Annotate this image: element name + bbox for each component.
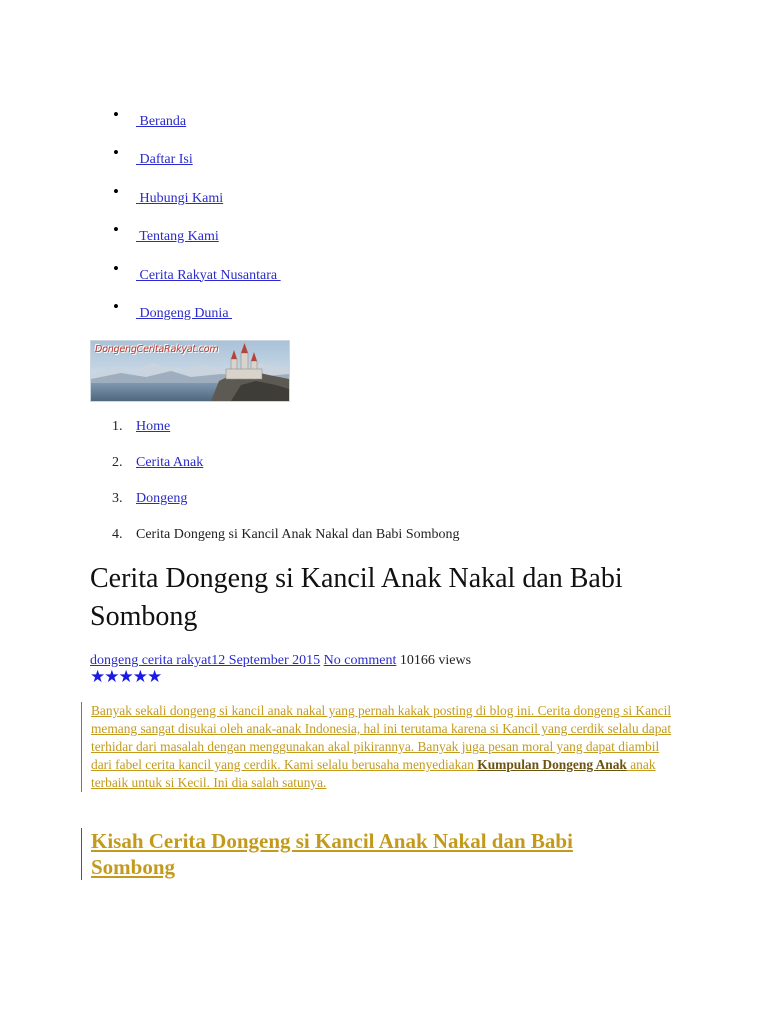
bullet-icon: • [113,220,119,240]
intro-text-1: Banyak sekali dongeng si kancil anak nakal yang pernah kakak posting di blog ini. Cerita dongeng si Kancil memang sangat disukai oleh anak-anak Indonesia, hal ini terutama karena si Kancil yang cerdik selalu dapat terhidar dari masalah dengan menggunakan akal pikirannya. Banyak juga pesan moral yang dapat diambil dari fabel cerita kancil yang cerdik. Kami selalu berusaha menyediakan [91,703,672,772]
bullet-icon: • [113,181,119,201]
breadcrumb-number: 2. [112,455,123,470]
breadcrumb-number: 1. [112,419,123,434]
section-heading: Kisah Cerita Dongeng si Kancil Anak Nakal dan Babi Sombong [81,828,651,880]
comment-link[interactable]: No comment [323,653,397,668]
intro-paragraph [81,702,677,792]
nav-link-beranda[interactable]: Beranda [136,114,187,129]
author-date-link[interactable]: dongeng cerita rakyat12 September 2015 [90,653,321,668]
breadcrumb-current: Cerita Dongeng si Kancil Anak Nakal dan Babi Sombong [136,527,460,542]
nav-link-daftar-isi[interactable]: Daftar Isi [136,152,193,168]
breadcrumb-link-dongeng[interactable]: Dongeng [136,491,188,506]
logo-text: DongengCeritaRakyat.com [95,344,219,355]
breadcrumb-link-cerita-anak[interactable]: Cerita Anak [136,455,204,470]
intro-bold-link[interactable]: Kumpulan Dongeng Anak [477,757,627,772]
page-title: Cerita Dongeng si Kancil Anak Nakal dan Babi Sombong [90,563,623,632]
nav-link-cerita-rakyat[interactable]: Cerita Rakyat Nusantara [136,267,281,283]
star-rating[interactable]: ★★★★★ [90,667,162,686]
nav-link-dongeng-dunia[interactable]: Dongeng Dunia [136,305,233,321]
breadcrumb-number: 3. [112,491,123,506]
bullet-icon: • [113,143,119,163]
nav-link-tentang-kami[interactable]: Tentang Kami [136,229,219,245]
breadcrumb-number: 4. [112,527,123,542]
bullet-icon: • [113,258,119,278]
bullet-icon: • [113,296,119,316]
site-logo[interactable] [90,340,290,402]
view-count: 10166 views [399,653,472,668]
breadcrumb-link-home[interactable]: Home [136,419,171,434]
intro-text-2: anak terbaik untuk si Kecil. Ini dia salah satunya. [91,757,656,790]
nav-link-hubungi-kami[interactable]: Hubungi Kami [136,190,224,206]
bullet-icon: • [113,105,119,124]
